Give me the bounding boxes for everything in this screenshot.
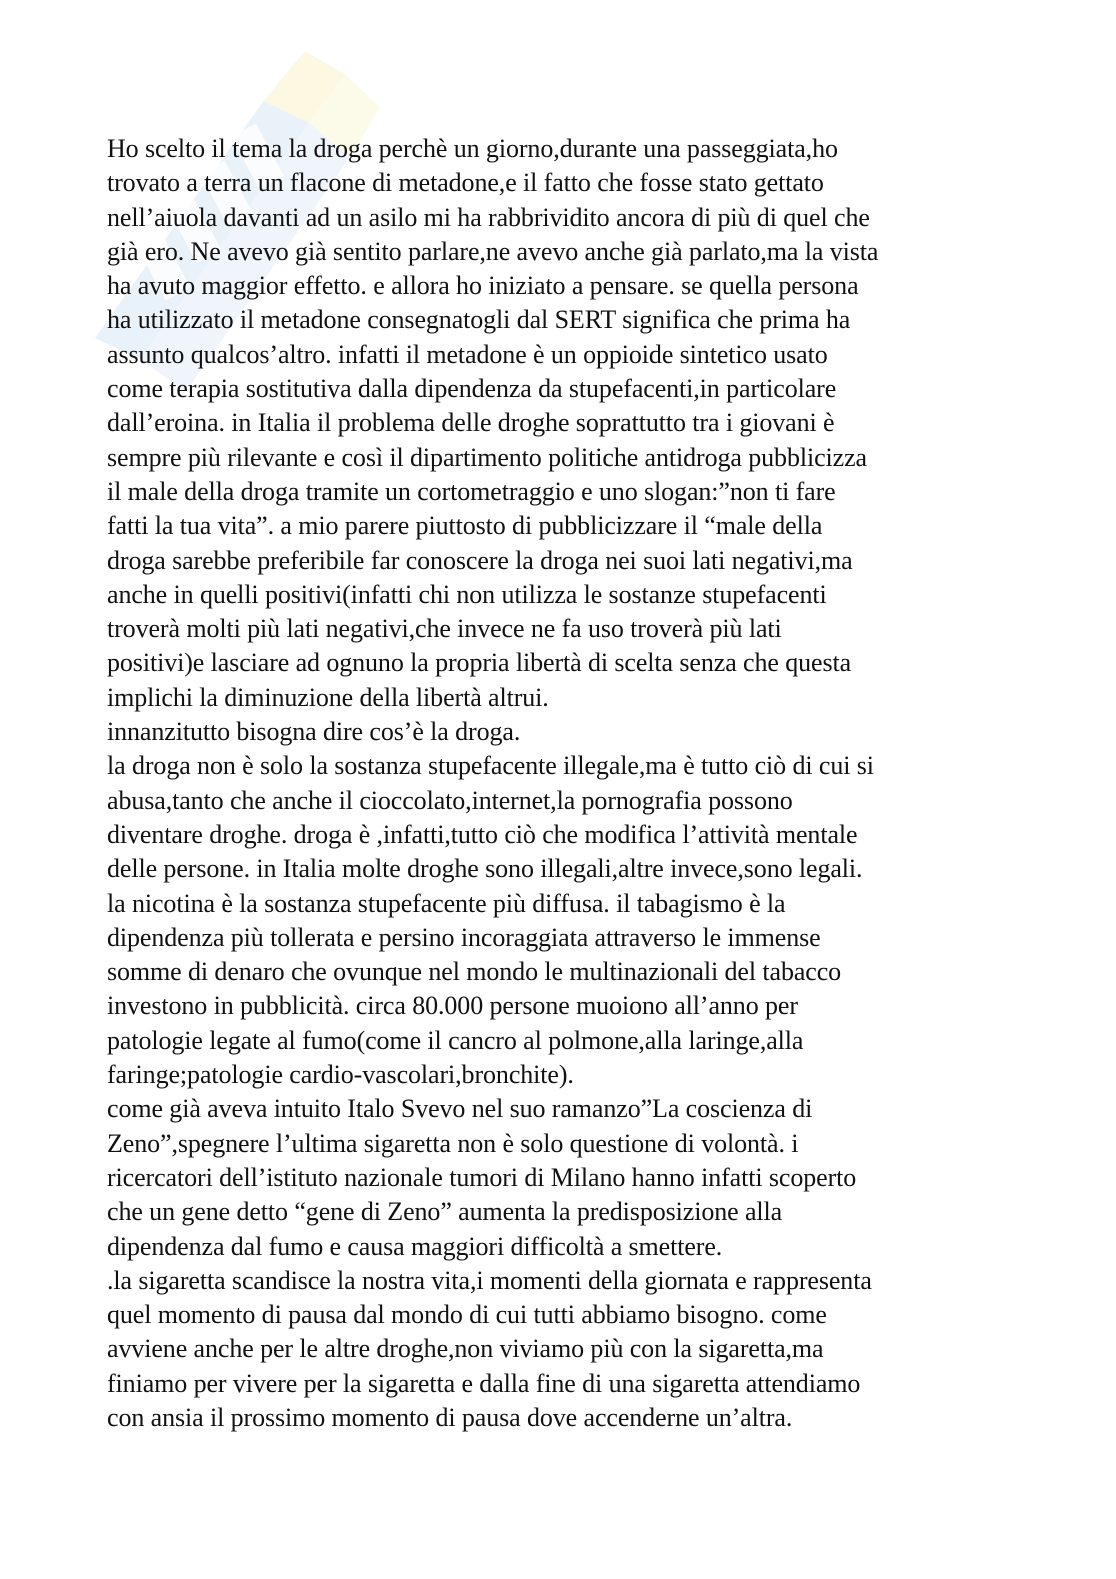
text-line: fatti la tua vita”. a mio parere piuttosto di pubblicizzare il “male della <box>107 511 823 541</box>
text-line: investono in pubblicità. circa 80.000 persone muoiono all’anno per <box>107 991 798 1021</box>
text-line: ha avuto maggior effetto. e allora ho iniziato a pensare. se quella persona <box>107 271 859 301</box>
text-line: patologie legate al fumo(come il cancro al polmone,alla laringe,alla <box>107 1025 804 1055</box>
document-body <box>107 132 1017 1435</box>
text-line: dipendenza più tollerata e persino incoraggiata attraverso le immense <box>107 922 821 952</box>
text-line: .la sigaretta scandisce la nostra vita,i momenti della giornata e rappresenta <box>107 1265 872 1295</box>
text-line: Zeno”,spegnere l’ultima sigaretta non è solo questione di volontà. i <box>107 1128 799 1158</box>
text-line: dipendenza dal fumo e causa maggiori difficoltà a smettere. <box>107 1231 723 1261</box>
text-line: che un gene detto “gene di Zeno” aumenta la predisposizione alla <box>107 1197 783 1227</box>
text-line: innanzitutto bisogna dire cos’è la droga. <box>107 717 521 747</box>
text-line: ha utilizzato il metadone consegnatogli dal SERT significa che prima ha <box>107 305 851 335</box>
text-line: delle persone. in Italia molte droghe sono illegali,altre invece,sono legali. <box>107 854 863 884</box>
text-line: quel momento di pausa dal mondo di cui tutti abbiamo bisogno. come <box>107 1300 827 1330</box>
text-line: diventare droghe. droga è ,infatti,tutto ciò che modifica l’attività mentale <box>107 819 858 849</box>
text-line: già ero. Ne avevo già sentito parlare,ne avevo anche già parlato,ma la vista <box>107 236 879 266</box>
text-line: avviene anche per le altre droghe,non viviamo più con la sigaretta,ma <box>107 1334 824 1364</box>
text-line: faringe;patologie cardio-vascolari,bronchite). <box>107 1060 574 1090</box>
text-line: nell’aiuola davanti ad un asilo mi ha rabbrividito ancora di più di quel che <box>107 202 870 232</box>
text-line: dall’eroina. in Italia il problema delle droghe soprattutto tra i giovani è <box>107 408 835 438</box>
text-line: somme di denaro che ovunque nel mondo le multinazionali del tabacco <box>107 957 842 987</box>
text-line: la nicotina è la sostanza stupefacente più diffusa. il tabagismo è la <box>107 888 786 918</box>
text-line: sempre più rilevante e così il dipartimento politiche antidroga pubblicizza <box>107 442 867 472</box>
text-line: come già aveva intuito Italo Svevo nel suo ramanzo”La coscienza di <box>107 1094 813 1124</box>
text-line: come terapia sostitutiva dalla dipendenza da stupefacenti,in particolare <box>107 374 837 404</box>
text-line: il male della droga tramite un cortometraggio e uno slogan:”non ti fare <box>107 476 836 506</box>
text-line: droga sarebbe preferibile far conoscere la droga nei suoi lati negativi,ma <box>107 545 853 575</box>
text-line: implichi la diminuzione della libertà altrui. <box>107 682 549 712</box>
text-line: positivi)e lasciare ad ognuno la propria libertà di scelta senza che questa <box>107 648 852 678</box>
text-line: assunto qualcos’altro. infatti il metadone è un oppioide sintetico usato <box>107 339 828 369</box>
text-line: con ansia il prossimo momento di pausa dove accenderne un’altra. <box>107 1402 793 1432</box>
text-line: ricercatori dell’istituto nazionale tumori di Milano hanno infatti scoperto <box>107 1162 857 1192</box>
text-line: troverà molti più lati negativi,che invece ne fa uso troverà più lati <box>107 614 782 644</box>
text-line: finiamo per vivere per la sigaretta e dalla fine di una sigaretta attendiamo <box>107 1368 861 1398</box>
text-line: trovato a terra un flacone di metadone,e il fatto che fosse stato gettato <box>107 168 824 198</box>
text-line: anche in quelli positivi(infatti chi non utilizza le sostanze stupefacenti <box>107 579 827 609</box>
text-line: la droga non è solo la sostanza stupefacente illegale,ma è tutto ciò di cui si <box>107 751 874 781</box>
text-line: abusa,tanto che anche il cioccolato,internet,la pornografia possono <box>107 785 793 815</box>
text-line: Ho scelto il tema la droga perchè un giorno,durante una passeggiata,ho <box>107 134 838 163</box>
